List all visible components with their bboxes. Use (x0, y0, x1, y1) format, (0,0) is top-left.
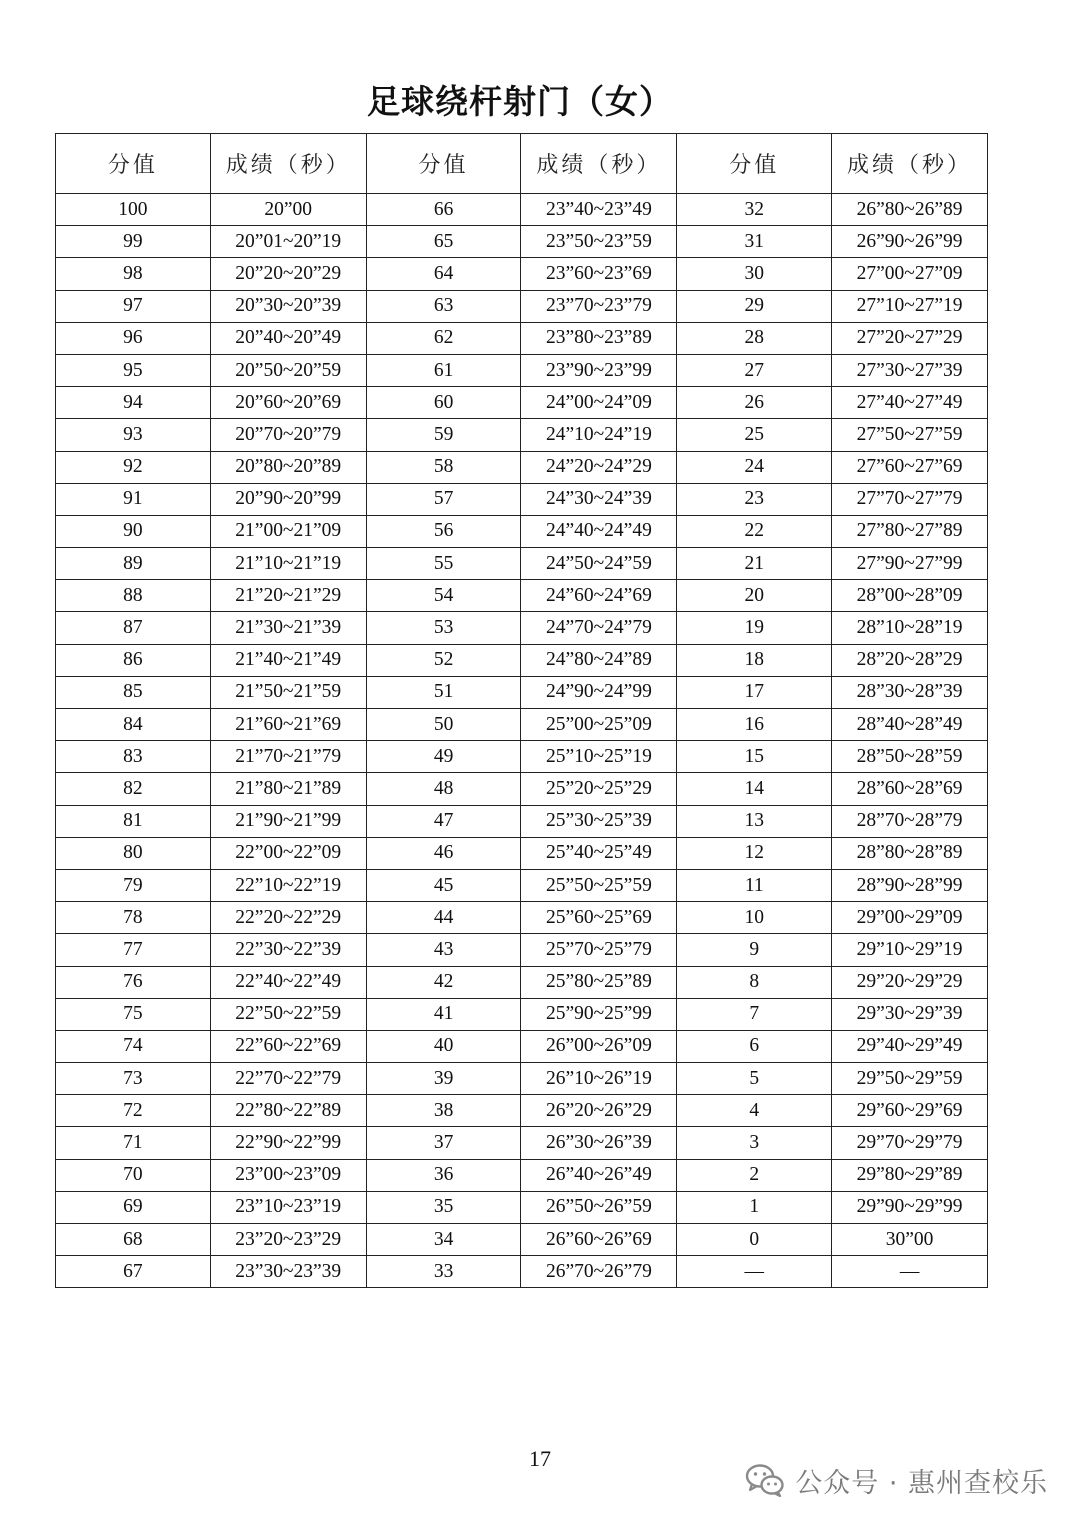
cell-time: 26”60~26”69 (521, 1224, 677, 1256)
cell-time: 22”90~22”99 (210, 1127, 366, 1159)
cell-time: 29”30~29”39 (832, 998, 988, 1030)
cell-time: 24”50~24”59 (521, 548, 677, 580)
table-row (56, 709, 988, 741)
cell-time: 23”50~23”59 (521, 226, 677, 258)
cell-time: 22”80~22”89 (210, 1095, 366, 1127)
cell-time: 24”00~24”09 (521, 387, 677, 419)
table-row (56, 483, 988, 515)
cell-time: 30”00 (832, 1224, 988, 1256)
header-time: 成绩（秒） (210, 134, 366, 194)
cell-time: 26”90~26”99 (832, 226, 988, 258)
cell-time: 26”80~26”89 (832, 194, 988, 226)
cell-time: 27”00~27”09 (832, 258, 988, 290)
cell-score: 46 (366, 837, 521, 869)
cell-time: 26”20~26”29 (521, 1095, 677, 1127)
cell-time: 20”00 (210, 194, 366, 226)
cell-score: 90 (56, 515, 211, 547)
cell-time: 25”40~25”49 (521, 837, 677, 869)
cell-time: 27”90~27”99 (832, 548, 988, 580)
cell-time: 23”10~23”19 (210, 1191, 366, 1223)
cell-time: 27”30~27”39 (832, 354, 988, 386)
table-row (56, 644, 988, 676)
table-row (56, 1063, 988, 1095)
cell-time: 25”80~25”89 (521, 966, 677, 998)
cell-time: 27”70~27”79 (832, 483, 988, 515)
cell-score: 57 (366, 483, 521, 515)
cell-score: 30 (677, 258, 832, 290)
cell-score: 21 (677, 548, 832, 580)
table-row (56, 998, 988, 1030)
header-time: 成绩（秒） (521, 134, 677, 194)
cell-score: 16 (677, 709, 832, 741)
cell-time: 23”70~23”79 (521, 290, 677, 322)
cell-score: 33 (366, 1256, 521, 1288)
cell-score: 94 (56, 387, 211, 419)
cell-score: 25 (677, 419, 832, 451)
cell-time: 21”30~21”39 (210, 612, 366, 644)
cell-score: 1 (677, 1191, 832, 1223)
cell-score: 81 (56, 805, 211, 837)
cell-score: 62 (366, 322, 521, 354)
cell-time: 21”50~21”59 (210, 676, 366, 708)
cell-score: 91 (56, 483, 211, 515)
cell-score: 36 (366, 1159, 521, 1191)
header-score: 分值 (677, 134, 832, 194)
table-row (56, 1030, 988, 1062)
cell-score: 41 (366, 998, 521, 1030)
cell-time: 20”50~20”59 (210, 354, 366, 386)
cell-score: 68 (56, 1224, 211, 1256)
table-row (56, 1127, 988, 1159)
cell-score: 88 (56, 580, 211, 612)
table-row (56, 1256, 988, 1288)
cell-time: 29”80~29”89 (832, 1159, 988, 1191)
cell-score: 37 (366, 1127, 521, 1159)
cell-score: 31 (677, 226, 832, 258)
cell-score: 64 (366, 258, 521, 290)
cell-time: 25”50~25”59 (521, 869, 677, 901)
cell-score: 23 (677, 483, 832, 515)
cell-time: 29”60~29”69 (832, 1095, 988, 1127)
cell-time: 26”40~26”49 (521, 1159, 677, 1191)
cell-score: 72 (56, 1095, 211, 1127)
cell-time: 22”60~22”69 (210, 1030, 366, 1062)
cell-time: 24”80~24”89 (521, 644, 677, 676)
cell-score: 52 (366, 644, 521, 676)
cell-score: 8 (677, 966, 832, 998)
cell-score: 14 (677, 773, 832, 805)
table-row (56, 258, 988, 290)
cell-time: 25”20~25”29 (521, 773, 677, 805)
watermark-text: 公众号 · 惠州查校乐 (795, 1467, 1048, 1499)
cell-score: 70 (56, 1159, 211, 1191)
page-title: 足球绕杆射门（女） (367, 82, 673, 121)
cell-time: 25”10~25”19 (521, 741, 677, 773)
cell-score: 100 (56, 194, 211, 226)
table-row (56, 354, 988, 386)
cell-time: 27”20~27”29 (832, 322, 988, 354)
cell-time: 23”00~23”09 (210, 1159, 366, 1191)
cell-score: 20 (677, 580, 832, 612)
cell-score: 34 (366, 1224, 521, 1256)
cell-score: 53 (366, 612, 521, 644)
cell-time: 20”60~20”69 (210, 387, 366, 419)
cell-score: 15 (677, 741, 832, 773)
cell-time: 26”10~26”19 (521, 1063, 677, 1095)
cell-score: 58 (366, 451, 521, 483)
cell-score: 79 (56, 869, 211, 901)
cell-time: 29”10~29”19 (832, 934, 988, 966)
cell-score: 76 (56, 966, 211, 998)
cell-score: 19 (677, 612, 832, 644)
table-row (56, 612, 988, 644)
table-row (56, 934, 988, 966)
cell-time: 24”30~24”39 (521, 483, 677, 515)
cell-score: 22 (677, 515, 832, 547)
cell-time: 28”90~28”99 (832, 869, 988, 901)
watermark (745, 1458, 1048, 1502)
cell-time: 20”90~20”99 (210, 483, 366, 515)
cell-time: 22”70~22”79 (210, 1063, 366, 1095)
cell-score: 87 (56, 612, 211, 644)
cell-time: 28”50~28”59 (832, 741, 988, 773)
cell-time: 23”20~23”29 (210, 1224, 366, 1256)
cell-score: 73 (56, 1063, 211, 1095)
cell-time: 28”10~28”19 (832, 612, 988, 644)
cell-time: 20”80~20”89 (210, 451, 366, 483)
header-score: 分值 (366, 134, 521, 194)
cell-score: 27 (677, 354, 832, 386)
cell-score: 66 (366, 194, 521, 226)
cell-score: 29 (677, 290, 832, 322)
cell-time: 25”60~25”69 (521, 902, 677, 934)
cell-score: 86 (56, 644, 211, 676)
cell-time: 25”90~25”99 (521, 998, 677, 1030)
cell-time: 29”70~29”79 (832, 1127, 988, 1159)
table-row (56, 805, 988, 837)
cell-score: 49 (366, 741, 521, 773)
cell-time: 26”30~26”39 (521, 1127, 677, 1159)
table-row (56, 451, 988, 483)
table-row (56, 1224, 988, 1256)
cell-score: 92 (56, 451, 211, 483)
cell-score: 26 (677, 387, 832, 419)
cell-time: 23”80~23”89 (521, 322, 677, 354)
cell-time: 27”40~27”49 (832, 387, 988, 419)
table-row (56, 515, 988, 547)
cell-score: 78 (56, 902, 211, 934)
cell-time: 28”20~28”29 (832, 644, 988, 676)
cell-time: 20”01~20”19 (210, 226, 366, 258)
score-table (55, 133, 988, 1288)
cell-time: 28”30~28”39 (832, 676, 988, 708)
cell-score: 56 (366, 515, 521, 547)
cell-score: 18 (677, 644, 832, 676)
cell-score: 10 (677, 902, 832, 934)
cell-score: 99 (56, 226, 211, 258)
cell-score: 80 (56, 837, 211, 869)
table-row (56, 676, 988, 708)
cell-score: 4 (677, 1095, 832, 1127)
cell-time: 25”30~25”39 (521, 805, 677, 837)
cell-score: 50 (366, 709, 521, 741)
cell-time: 20”40~20”49 (210, 322, 366, 354)
cell-time: 28”80~28”89 (832, 837, 988, 869)
cell-time: 29”40~29”49 (832, 1030, 988, 1062)
cell-time: 29”90~29”99 (832, 1191, 988, 1223)
cell-time: 22”20~22”29 (210, 902, 366, 934)
table-row (56, 741, 988, 773)
cell-time: 21”00~21”09 (210, 515, 366, 547)
cell-time: 22”50~22”59 (210, 998, 366, 1030)
cell-time: 22”40~22”49 (210, 966, 366, 998)
cell-time: 22”10~22”19 (210, 869, 366, 901)
cell-score: 44 (366, 902, 521, 934)
cell-time: 23”90~23”99 (521, 354, 677, 386)
table-row (56, 419, 988, 451)
cell-time: 29”50~29”59 (832, 1063, 988, 1095)
table-row (56, 194, 988, 226)
cell-score: 13 (677, 805, 832, 837)
cell-score: 96 (56, 322, 211, 354)
cell-score: 65 (366, 226, 521, 258)
cell-score: 93 (56, 419, 211, 451)
cell-score: 7 (677, 998, 832, 1030)
cell-score: 40 (366, 1030, 521, 1062)
cell-score: 95 (56, 354, 211, 386)
table-row (56, 1191, 988, 1223)
cell-time: 26”70~26”79 (521, 1256, 677, 1288)
cell-score: 77 (56, 934, 211, 966)
cell-time: 20”70~20”79 (210, 419, 366, 451)
cell-time: 24”10~24”19 (521, 419, 677, 451)
wechat-icon (745, 1463, 785, 1497)
cell-score: 60 (366, 387, 521, 419)
table-row (56, 1159, 988, 1191)
cell-time: 24”70~24”79 (521, 612, 677, 644)
cell-time: 28”40~28”49 (832, 709, 988, 741)
cell-score: 11 (677, 869, 832, 901)
table-body (56, 194, 988, 1288)
cell-time: 28”70~28”79 (832, 805, 988, 837)
cell-score: 82 (56, 773, 211, 805)
cell-score: 98 (56, 258, 211, 290)
cell-time: 27”10~27”19 (832, 290, 988, 322)
cell-score: 47 (366, 805, 521, 837)
cell-time: 27”60~27”69 (832, 451, 988, 483)
cell-time: 24”60~24”69 (521, 580, 677, 612)
cell-score: 74 (56, 1030, 211, 1062)
cell-score: 55 (366, 548, 521, 580)
cell-score: 63 (366, 290, 521, 322)
cell-score: 39 (366, 1063, 521, 1095)
cell-score: 43 (366, 934, 521, 966)
cell-score: 51 (366, 676, 521, 708)
cell-time: 20”30~20”39 (210, 290, 366, 322)
cell-time: 21”70~21”79 (210, 741, 366, 773)
cell-score: 38 (366, 1095, 521, 1127)
header-time: 成绩（秒） (832, 134, 988, 194)
table-row (56, 902, 988, 934)
table-row (56, 966, 988, 998)
table-header-row (56, 134, 988, 194)
cell-score: 32 (677, 194, 832, 226)
cell-score: 89 (56, 548, 211, 580)
table-row (56, 290, 988, 322)
cell-score: 24 (677, 451, 832, 483)
cell-time: 20”20~20”29 (210, 258, 366, 290)
cell-time: 24”90~24”99 (521, 676, 677, 708)
cell-time: 27”50~27”59 (832, 419, 988, 451)
cell-time: 23”40~23”49 (521, 194, 677, 226)
table-row (56, 1095, 988, 1127)
cell-score: 75 (56, 998, 211, 1030)
cell-score: 0 (677, 1224, 832, 1256)
header-score: 分值 (56, 134, 211, 194)
cell-score: 6 (677, 1030, 832, 1062)
cell-time: 26”00~26”09 (521, 1030, 677, 1062)
cell-score: 69 (56, 1191, 211, 1223)
cell-score: 59 (366, 419, 521, 451)
cell-time: 24”20~24”29 (521, 451, 677, 483)
table-row (56, 773, 988, 805)
table-row (56, 580, 988, 612)
cell-time: 26”50~26”59 (521, 1191, 677, 1223)
cell-time: 28”00~28”09 (832, 580, 988, 612)
cell-time: 21”90~21”99 (210, 805, 366, 837)
table-row (56, 226, 988, 258)
cell-score: 3 (677, 1127, 832, 1159)
cell-score: 17 (677, 676, 832, 708)
table-row (56, 548, 988, 580)
table-row (56, 387, 988, 419)
cell-score: 9 (677, 934, 832, 966)
cell-score: 97 (56, 290, 211, 322)
cell-time: 25”00~25”09 (521, 709, 677, 741)
cell-score: 35 (366, 1191, 521, 1223)
cell-score: 85 (56, 676, 211, 708)
cell-score: — (677, 1256, 832, 1288)
page-number: 17 (529, 1446, 551, 1471)
cell-score: 71 (56, 1127, 211, 1159)
cell-score: 42 (366, 966, 521, 998)
table-row (56, 869, 988, 901)
cell-time: 21”20~21”29 (210, 580, 366, 612)
cell-time: 21”40~21”49 (210, 644, 366, 676)
cell-score: 61 (366, 354, 521, 386)
cell-time: 21”10~21”19 (210, 548, 366, 580)
table-row (56, 322, 988, 354)
cell-score: 67 (56, 1256, 211, 1288)
cell-time: 29”00~29”09 (832, 902, 988, 934)
cell-time: 22”00~22”09 (210, 837, 366, 869)
cell-time: 21”60~21”69 (210, 709, 366, 741)
cell-score: 5 (677, 1063, 832, 1095)
cell-score: 28 (677, 322, 832, 354)
cell-score: 2 (677, 1159, 832, 1191)
cell-time: 29”20~29”29 (832, 966, 988, 998)
cell-time: 24”40~24”49 (521, 515, 677, 547)
cell-time: 25”70~25”79 (521, 934, 677, 966)
cell-score: 54 (366, 580, 521, 612)
cell-score: 48 (366, 773, 521, 805)
cell-time: 23”30~23”39 (210, 1256, 366, 1288)
cell-score: 45 (366, 869, 521, 901)
cell-score: 83 (56, 741, 211, 773)
cell-time: 28”60~28”69 (832, 773, 988, 805)
cell-time: 22”30~22”39 (210, 934, 366, 966)
cell-score: 84 (56, 709, 211, 741)
cell-time: 21”80~21”89 (210, 773, 366, 805)
cell-time: 23”60~23”69 (521, 258, 677, 290)
cell-time: — (832, 1256, 988, 1288)
cell-time: 27”80~27”89 (832, 515, 988, 547)
cell-score: 12 (677, 837, 832, 869)
table-row (56, 837, 988, 869)
